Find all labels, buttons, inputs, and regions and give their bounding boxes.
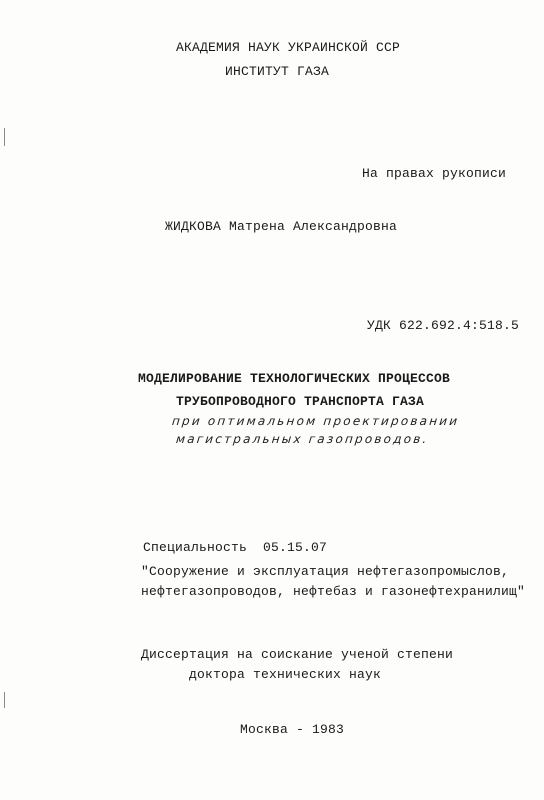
title-line-2: ТРУБОПРОВОДНОГО ТРАНСПОРТА ГАЗА — [176, 394, 425, 409]
author-name: ЖИДКОВА Матрена Александровна — [165, 219, 398, 234]
dissertation-line-2: доктора технических наук — [189, 667, 382, 682]
specialty-code: 05.15.07 — [263, 540, 328, 555]
handwritten-title-line-1: при оптимальном проектировании — [171, 414, 461, 428]
udk-code: УДК 622.692.4:518.5 — [367, 318, 520, 333]
rights-note: На правах рукописи — [362, 166, 507, 181]
specialty-description-1: "Сооружение и эксплуатация нефтегазопромыслов, — [141, 564, 510, 579]
specialty-label: Специальность — [143, 540, 248, 555]
handwritten-title-line-2: магистральных газопроводов. — [175, 432, 430, 446]
academy-heading: АКАДЕМИЯ НАУК УКРАИНСКОЙ ССР — [176, 40, 401, 55]
dissertation-line-1: Диссертация на соискание ученой степени — [141, 647, 454, 662]
title-line-1: МОДЕЛИРОВАНИЕ ТЕХНОЛОГИЧЕСКИХ ПРОЦЕССОВ — [138, 371, 451, 386]
scan-mark-bottom — [4, 692, 5, 708]
specialty-description-2: нефтегазопроводов, нефтебаз и газонефтехранилищ" — [141, 584, 526, 599]
institute-heading: ИНСТИТУТ ГАЗА — [225, 64, 330, 79]
scan-mark-top — [4, 128, 5, 146]
city-year: Москва - 1983 — [240, 722, 345, 737]
